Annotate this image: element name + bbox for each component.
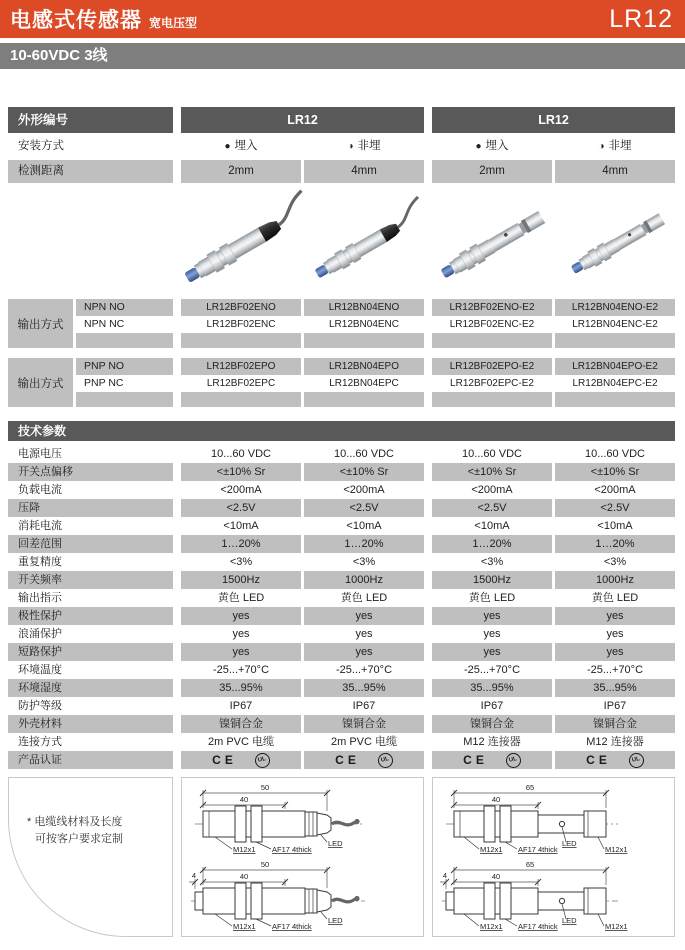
tech-label: 开关点偏移: [8, 463, 173, 481]
model-number: LR12BF02ENC: [206, 319, 276, 330]
tech-value: 35...95%: [181, 679, 301, 697]
tech-label: 环境温度: [18, 664, 62, 676]
tech-label: 浪涌保护: [18, 628, 62, 640]
distance-label: 检测距离: [8, 160, 173, 183]
note-line-1: * 电缆线材料及长度: [27, 816, 123, 828]
distance-row: [8, 160, 675, 183]
model-number: LR12BN04ENC: [328, 319, 400, 330]
tech-row: [8, 715, 675, 733]
ce-mark-icon: CE: [212, 753, 237, 767]
sensor-photo-cable-nonflush: [304, 193, 424, 299]
tech-value: 镍铜合金: [555, 715, 675, 733]
tech-value: <2.5V: [555, 499, 675, 517]
tech-row: [8, 733, 675, 751]
tech-value: <10mA: [223, 520, 259, 532]
tech-value: <±10% Sr: [432, 463, 552, 481]
cert-cell: [432, 751, 552, 769]
tech-value: <3%: [603, 556, 627, 568]
sensor-photo-connector-nonflush: [555, 193, 675, 299]
tech-value: yes: [304, 607, 424, 625]
mount-row: [8, 133, 675, 159]
model-number: LR12BF02ENO: [181, 299, 301, 316]
tech-value: <200mA: [594, 484, 636, 496]
note-line-2: 可按客户要求定制: [35, 833, 123, 845]
distance-value: 2mm: [181, 160, 301, 183]
header-bar: [0, 0, 685, 38]
dimension-drawing-cable: [181, 777, 424, 937]
mount-text: 埋入: [485, 140, 509, 152]
tech-value: 10...60 VDC: [585, 448, 645, 460]
tech-value: <±10% Sr: [181, 463, 301, 481]
model-number: LR12BF02EPO-E2: [432, 358, 552, 375]
table-header-row: [8, 107, 675, 133]
tech-value: yes: [555, 643, 675, 661]
ul-mark-icon: UL: [629, 753, 644, 768]
tech-label: 重复精度: [18, 556, 62, 568]
tech-label: 负载电流: [18, 484, 62, 496]
tech-value: 1500Hz: [181, 571, 301, 589]
svg-text:40: 40: [491, 872, 501, 881]
tech-value: <200mA: [220, 484, 262, 496]
output-section-pnp: [8, 358, 675, 407]
empty-cell: [432, 333, 552, 348]
tech-value: yes: [304, 643, 424, 661]
tech-row: [8, 463, 675, 481]
output-type: PNP NC: [84, 377, 124, 389]
tech-value: <3%: [229, 556, 253, 568]
tech-label: 回差范围: [8, 535, 173, 553]
page-subtitle: 宽电压型: [149, 16, 198, 30]
svg-text:4: 4: [442, 871, 448, 880]
tech-value: IP67: [229, 700, 253, 712]
tech-value: -25...+70°C: [335, 664, 393, 676]
model-number: LR12BN04EPO: [304, 358, 424, 375]
ul-mark-icon: UL: [378, 753, 393, 768]
tech-value: <3%: [352, 556, 376, 568]
svg-text:M12x1: M12x1: [480, 922, 503, 931]
output-type: NPN NC: [84, 318, 125, 330]
tech-value: <3%: [480, 556, 504, 568]
ce-mark-icon: CE: [463, 753, 488, 767]
svg-text:LED: LED: [562, 916, 577, 925]
tech-value: 1…20%: [555, 535, 675, 553]
tech-value: IP67: [603, 700, 627, 712]
cert-cell: [304, 751, 424, 769]
tech-label: 连接方式: [18, 736, 62, 748]
tech-label: 短路保护: [8, 643, 173, 661]
tech-value: yes: [181, 607, 301, 625]
tech-value: 10...60 VDC: [462, 448, 522, 460]
drawing-connector-flush: [436, 780, 671, 857]
cable-note: [8, 777, 173, 937]
svg-text:65: 65: [525, 860, 535, 869]
empty-cell: [555, 333, 675, 348]
svg-text:AF17 4thick: AF17 4thick: [518, 922, 558, 931]
flush-icon: ●: [224, 141, 231, 152]
drawing-connector-nonflush: [436, 857, 671, 934]
tech-label: 消耗电流: [18, 520, 62, 532]
mount-text: 非埋: [357, 140, 381, 152]
tech-value: 10...60 VDC: [211, 448, 271, 460]
tech-value: <200mA: [471, 484, 513, 496]
svg-text:M12x1: M12x1: [233, 922, 256, 931]
non-flush-icon: ◑: [347, 141, 354, 152]
empty-cell: [181, 392, 301, 407]
svg-text:50: 50: [260, 783, 270, 792]
model-number: LR12BF02ENO-E2: [432, 299, 552, 316]
model-code: LR12: [609, 5, 673, 33]
mount-cell: [555, 133, 675, 160]
mount-text: 埋入: [234, 140, 258, 152]
tech-row: [8, 607, 675, 625]
shape-code-header: 外形编号: [8, 107, 173, 133]
svg-text:AF17 4thick: AF17 4thick: [272, 922, 312, 931]
mount-cell: [432, 133, 552, 160]
tech-row: [8, 481, 675, 499]
output-type: PNP NO: [76, 358, 173, 375]
output-section-npn: [8, 299, 675, 348]
tech-row: [8, 535, 675, 553]
tech-value: yes: [232, 628, 250, 640]
tech-value: 10...60 VDC: [334, 448, 394, 460]
tech-value: yes: [555, 607, 675, 625]
tech-value: 黄色 LED: [468, 592, 516, 604]
tech-value: 1000Hz: [304, 571, 424, 589]
empty-cell: [181, 333, 301, 348]
tech-value: 镍铜合金: [432, 715, 552, 733]
tech-value: 1…20%: [304, 535, 424, 553]
model-number: LR12BF02ENC-E2: [449, 319, 535, 330]
tech-label: 环境湿度: [8, 679, 173, 697]
drawing-cable-flush: [185, 780, 420, 857]
tech-value: <10mA: [597, 520, 633, 532]
tech-value: <10mA: [346, 520, 382, 532]
tech-value: <2.5V: [304, 499, 424, 517]
model-number: LR12BN04ENO-E2: [555, 299, 675, 316]
group-header-2: LR12: [432, 107, 675, 133]
tech-row: [8, 517, 675, 535]
svg-text:40: 40: [239, 795, 249, 804]
mount-cell: [304, 133, 424, 160]
tech-value: 镍铜合金: [181, 715, 301, 733]
svg-text:M12x1: M12x1: [233, 845, 256, 854]
mount-cell: [181, 133, 301, 160]
product-photos-row: [8, 193, 675, 299]
tech-row: [8, 571, 675, 589]
tech-value: <200mA: [343, 484, 385, 496]
tech-value: IP67: [352, 700, 376, 712]
cert-cell: [555, 751, 675, 769]
tech-value: 镍铜合金: [304, 715, 424, 733]
tech-value: 黄色 LED: [591, 592, 639, 604]
tech-params-header: 技术参数: [8, 421, 675, 441]
cert-label: 产品认证: [8, 751, 173, 769]
cert-cell: [181, 751, 301, 769]
model-number: LR12BN04EPO-E2: [555, 358, 675, 375]
tech-value: 1…20%: [181, 535, 301, 553]
tech-row: [8, 445, 675, 463]
model-number: LR12BN04ENC-E2: [572, 319, 658, 330]
tech-value: IP67: [480, 700, 504, 712]
output-mode-label: 输出方式: [8, 358, 73, 407]
svg-text:M12x1: M12x1: [480, 845, 503, 854]
tech-value: <2.5V: [181, 499, 301, 517]
tech-value: <2.5V: [432, 499, 552, 517]
tech-row: [8, 625, 675, 643]
page-title: 电感式传感器: [10, 9, 142, 32]
tech-row: [8, 697, 675, 715]
tech-label: 压降: [8, 499, 173, 517]
svg-text:65: 65: [525, 783, 535, 792]
tech-row: [8, 553, 675, 571]
tech-label: 输出指示: [18, 592, 62, 604]
tech-label: 防护等级: [18, 700, 62, 712]
empty-cell: [76, 392, 173, 407]
tech-value: yes: [606, 628, 624, 640]
tech-value: -25...+70°C: [586, 664, 644, 676]
tech-value: 黄色 LED: [340, 592, 388, 604]
distance-value: 4mm: [555, 160, 675, 183]
svg-text:4: 4: [191, 871, 197, 880]
tech-value: 35...95%: [304, 679, 424, 697]
tech-value: 2m PVC 电缆: [330, 736, 397, 748]
tech-row: [8, 643, 675, 661]
tech-value: 黄色 LED: [217, 592, 265, 604]
tech-value: M12 连接器: [586, 736, 644, 748]
model-number: LR12BF02EPO: [181, 358, 301, 375]
model-number: LR12BN04EPC-E2: [572, 378, 658, 389]
tech-value: 1…20%: [432, 535, 552, 553]
sensor-photo-cable-flush: [181, 193, 301, 299]
tech-value: yes: [432, 607, 552, 625]
mount-label: 安装方式: [18, 140, 64, 152]
svg-text:AF17 4thick: AF17 4thick: [272, 845, 312, 854]
tech-row: [8, 589, 675, 607]
ce-mark-icon: CE: [586, 753, 611, 767]
model-number: LR12BN04ENO: [304, 299, 424, 316]
dimension-drawing-connector: [432, 777, 675, 937]
ce-mark-icon: CE: [335, 753, 360, 767]
svg-text:LED: LED: [328, 916, 343, 925]
tech-value: 35...95%: [555, 679, 675, 697]
content: [0, 107, 685, 935]
tech-value: 35...95%: [432, 679, 552, 697]
tech-value: yes: [483, 628, 501, 640]
tech-row: [8, 679, 675, 697]
svg-text:50: 50: [260, 860, 270, 869]
distance-value: 4mm: [304, 160, 424, 183]
tech-value: -25...+70°C: [212, 664, 270, 676]
tech-value: <±10% Sr: [304, 463, 424, 481]
tech-value: 1500Hz: [432, 571, 552, 589]
tech-value: -25...+70°C: [463, 664, 521, 676]
model-number: LR12BF02EPC: [206, 378, 276, 389]
drawing-cable-nonflush: [185, 857, 420, 934]
empty-cell: [304, 392, 424, 407]
voltage-bar: 10-60VDC 3线: [0, 43, 685, 69]
output-type: NPN NO: [76, 299, 173, 316]
mount-text: 非埋: [608, 140, 632, 152]
empty-cell: [304, 333, 424, 348]
svg-text:M12x1: M12x1: [605, 845, 628, 854]
certification-row: [8, 751, 675, 769]
ul-mark-icon: UL: [255, 753, 270, 768]
svg-text:AF17 4thick: AF17 4thick: [518, 845, 558, 854]
tech-value: 1000Hz: [555, 571, 675, 589]
tech-row: [8, 661, 675, 679]
tech-label: 电源电压: [18, 448, 62, 460]
distance-value: 2mm: [432, 160, 552, 183]
tech-value: <10mA: [474, 520, 510, 532]
tech-value: yes: [355, 628, 373, 640]
model-number: LR12BF02EPC-E2: [450, 378, 534, 389]
tech-value: yes: [432, 643, 552, 661]
non-flush-icon: ◑: [598, 141, 605, 152]
model-number: LR12BN04EPC: [329, 378, 399, 389]
tech-row: [8, 499, 675, 517]
svg-text:40: 40: [239, 872, 249, 881]
svg-text:LED: LED: [328, 839, 343, 848]
tech-value: <±10% Sr: [555, 463, 675, 481]
empty-cell: [555, 392, 675, 407]
tech-value: 2m PVC 电缆: [207, 736, 274, 748]
tech-value: M12 连接器: [463, 736, 521, 748]
svg-text:LED: LED: [562, 839, 577, 848]
group-header-1: LR12: [181, 107, 424, 133]
output-mode-label: 输出方式: [8, 299, 73, 348]
bottom-row: [8, 777, 675, 935]
flush-icon: ●: [475, 141, 482, 152]
tech-label: 开关频率: [8, 571, 173, 589]
tech-label: 极性保护: [8, 607, 173, 625]
ul-mark-icon: UL: [506, 753, 521, 768]
svg-text:40: 40: [491, 795, 501, 804]
empty-cell: [432, 392, 552, 407]
svg-text:M12x1: M12x1: [605, 922, 628, 931]
tech-label: 外壳材料: [8, 715, 173, 733]
tech-params-table: [8, 445, 675, 769]
sensor-photo-connector-flush: [432, 193, 552, 299]
empty-cell: [76, 333, 173, 348]
tech-value: yes: [181, 643, 301, 661]
